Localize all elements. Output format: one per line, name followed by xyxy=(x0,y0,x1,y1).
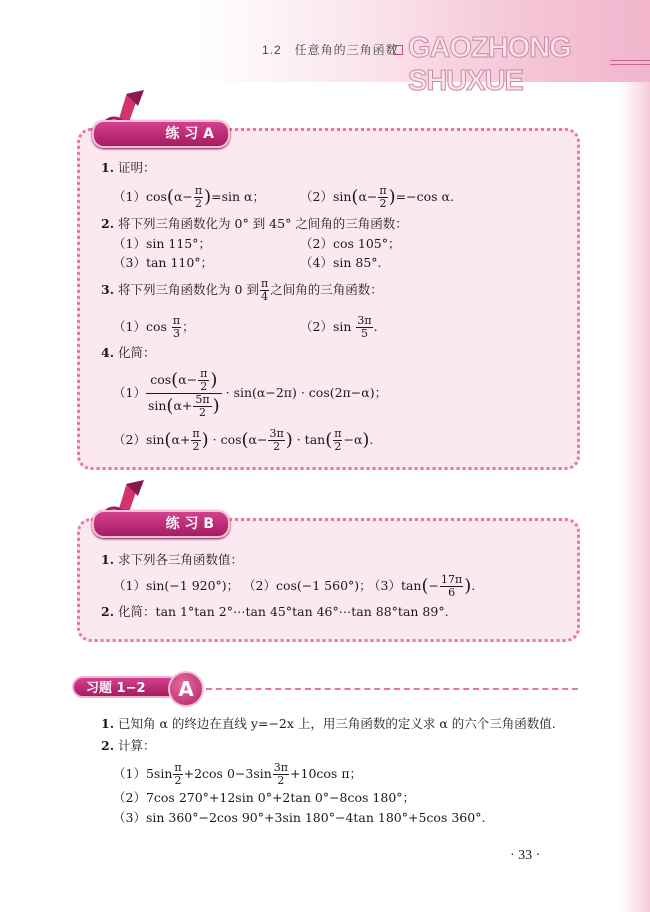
exercise-badge: 习题 1−2 xyxy=(72,676,180,698)
question-item: （2）sin(α− $\frac{\pi}{2}$ )=−cos α. xyxy=(300,184,454,210)
question-item: （1）sin 115°； xyxy=(113,236,211,251)
question: 2. 将下列三角函数化为 0° 到 45° 之间角的三角函数： xyxy=(101,216,408,231)
question-item: （2）cos 105°； xyxy=(300,236,401,251)
question-item: （3）tan 110°； xyxy=(113,255,214,270)
question-item: （2）sin(α+ $\frac{\pi}{2}$ ) · cos(α− $\frac{3\pi}{2}$ ) · tan( $\frac{\pi}{2}$ −α). xyxy=(113,427,374,453)
question-item: （2）7cos 270°+12sin 0°+2tan 0°−8cos 180°； xyxy=(113,790,416,805)
practice-a-badge: 练 习 A xyxy=(92,120,230,148)
page-header xyxy=(0,0,650,97)
section-title: 1.2 任意角的三角函数 xyxy=(262,43,399,57)
question-item: （2）cos(−1 560°)； xyxy=(243,578,372,593)
question: 1. 已知角 α 的终边在直线 y=−2x 上，用三角函数的定义求 α 的六个三角函数值. xyxy=(101,716,556,731)
question-item: （1）sin(−1 920°)； xyxy=(113,578,240,593)
question: 4. 化简： xyxy=(101,345,156,360)
dotted-divider xyxy=(206,688,578,690)
question-item: （3）tan(− $\frac{17\pi}{6}$ ). xyxy=(368,573,476,599)
question: 2. 化简：tan 1°tan 2°⋯tan 45°tan 46°⋯tan 88°tan 89°. xyxy=(101,604,449,619)
question-item: （1） cos(α− $\frac{\pi}{2}$ ) sin(α+ $\frac{5\pi}{2}$ ) · sin(α−2π) · cos(2π−α)； xyxy=(113,367,388,419)
page-number: · 33 · xyxy=(510,848,541,863)
header-rule xyxy=(610,64,650,65)
question-item: （2）sin $\frac{3\pi}{5}$ . xyxy=(300,314,378,340)
square-icon xyxy=(393,45,403,55)
exercise-level-badge: A xyxy=(168,671,204,707)
question: 2. 计算： xyxy=(101,738,156,753)
question-item: （3）sin 360°−2cos 90°+3sin 180°−4tan 180°+5cos 360°. xyxy=(113,810,486,825)
question: 3. 将下列三角函数化为 0 到 $\frac{\pi}{4}$ 之间角的三角函数： xyxy=(101,277,383,303)
brand-text: GAOZHONG SHUXUE xyxy=(408,32,571,97)
question-item: （1）5sin $\frac{\pi}{2}$ +2cos 0−3sin $\frac{3\pi}{2}$ +10cos π； xyxy=(113,761,363,787)
question-item: （4）sin 85°. xyxy=(300,255,382,270)
question: 1. 求下列各三角函数值： xyxy=(101,552,244,567)
question: 1. 证明： xyxy=(101,160,156,175)
question-item: （1）cos(α− $\frac{\pi}{2}$ )=sin α； xyxy=(113,184,265,210)
practice-b-badge: 练 习 B xyxy=(92,510,230,538)
side-stripe xyxy=(620,82,650,912)
question-item: （1）cos $\frac{\pi}{3}$ ； xyxy=(113,314,195,340)
header-rule xyxy=(610,60,650,61)
